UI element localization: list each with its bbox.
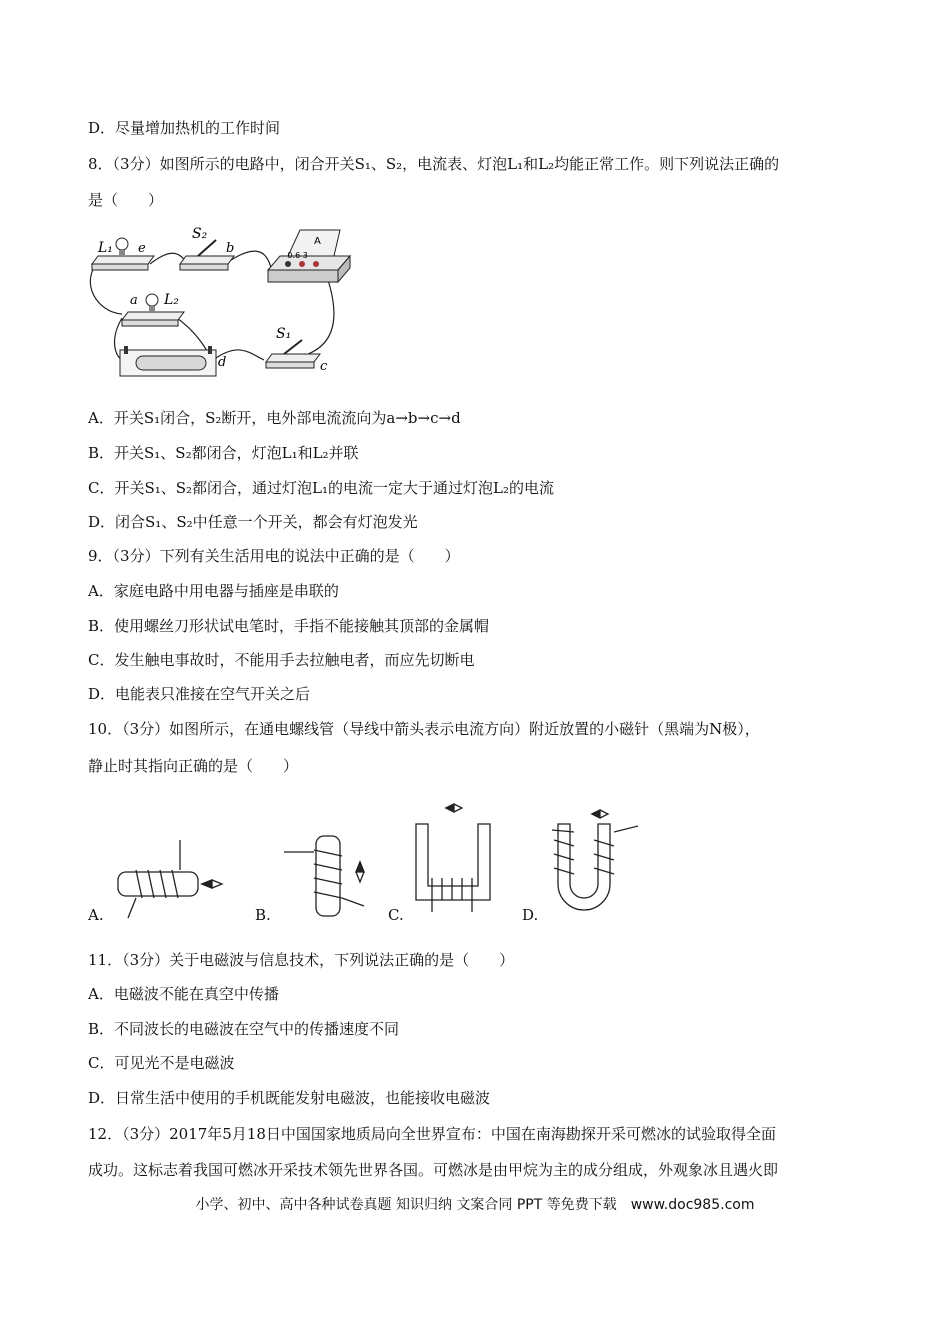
q8-option-b: B．开关S₁、S₂都闭合，灯泡L₁和L₂并联 xyxy=(88,444,359,462)
ammeter xyxy=(268,230,350,282)
q11-option-b: B．不同波长的电磁波在空气中的传播速度不同 xyxy=(88,1020,400,1038)
q9-option-c: C．发生触电事故时，不能用手去拉触电者，而应先切断电 xyxy=(88,651,475,669)
q10-label-d: D. xyxy=(522,906,539,924)
solenoid-c xyxy=(416,824,490,912)
page-footer: 小学、初中、高中各种试卷真题 知识归纳 文案合同 PPT 等免费下载 www.doc985.com xyxy=(195,1197,755,1213)
q10-stem-line2: 静止时其指向正确的是（ ） xyxy=(88,757,299,775)
q11-stem: 11．（3分）关于电磁波与信息技术，下列说法正确的是（ ） xyxy=(88,951,515,969)
q10-label-a: A. xyxy=(88,906,104,924)
label-b: b xyxy=(226,241,235,256)
battery xyxy=(120,346,216,376)
q8-option-c: C．开关S₁、S₂都闭合，通过灯泡L₁的电流一定大于通过灯泡L₂的电流 xyxy=(88,479,555,497)
label-c: c xyxy=(320,359,328,374)
q8-option-a: A．开关S₁闭合，S₂断开，电外部电流流向为a→b→c→d xyxy=(88,409,461,427)
switch-s1 xyxy=(266,340,320,368)
q11-option-c: C．可见光不是电磁波 xyxy=(88,1054,235,1072)
q12-stem-line1: 12．（3分）2017年5月18日中国国家地质局向全世界宣布：中国在南海勘探开采可燃冰的试验取得全面 xyxy=(88,1125,776,1143)
q8-circuit-figure xyxy=(88,222,378,384)
q10-stem-line1: 10．（3分）如图所示，在通电螺线管（导线中箭头表示电流方向）附近放置的小磁针（黑端为N极）， xyxy=(88,720,760,738)
q8-option-d: D．闭合S₁、S₂中任意一个开关，都会有灯泡发光 xyxy=(88,513,418,531)
q10-label-c: C. xyxy=(388,906,404,924)
q10-solenoid-figure xyxy=(88,800,648,930)
q9-stem: 9．（3分）下列有关生活用电的说法中正确的是（ ） xyxy=(88,547,460,565)
label-a: a xyxy=(130,293,138,308)
q9-option-a: A．家庭电路中用电器与插座是串联的 xyxy=(88,582,339,600)
ammeter-a-label: A xyxy=(314,236,321,247)
q11-option-d: D．日常生活中使用的手机既能发射电磁波，也能接收电磁波 xyxy=(88,1089,491,1107)
q7-option-d: D．尽量增加热机的工作时间 xyxy=(88,119,281,137)
label-s1: S₁ xyxy=(276,326,292,342)
solenoid-d xyxy=(552,824,638,910)
label-s2: S₂ xyxy=(192,226,208,242)
label-e: e xyxy=(138,241,146,256)
q9-option-b: B．使用螺丝刀形状试电笔时，手指不能接触其顶部的金属帽 xyxy=(88,617,490,635)
label-l2: L₂ xyxy=(164,292,179,308)
label-d: d xyxy=(218,355,227,370)
q10-label-b: B. xyxy=(255,906,271,924)
q12-stem-line2: 成功。这标志着我国可燃冰开采技术领先世界各国。可燃冰是由甲烷为主的成分组成，外观象冰且遇火即 xyxy=(88,1161,779,1179)
solenoid-a xyxy=(118,840,198,918)
ammeter-scale: - 0.6 3 xyxy=(282,251,308,260)
q9-option-d: D．电能表只准接在空气开关之后 xyxy=(88,685,311,703)
q8-stem-line2: 是（ ） xyxy=(88,191,164,209)
q11-option-a: A．电磁波不能在真空中传播 xyxy=(88,985,279,1003)
solenoid-b xyxy=(284,836,364,916)
label-l1: L₁ xyxy=(98,240,113,256)
q8-stem-line1: 8．（3分）如图所示的电路中，闭合开关S₁、S₂，电流表、灯泡L₁和L₂均能正常工作。则下列说法正确的 xyxy=(88,155,780,173)
